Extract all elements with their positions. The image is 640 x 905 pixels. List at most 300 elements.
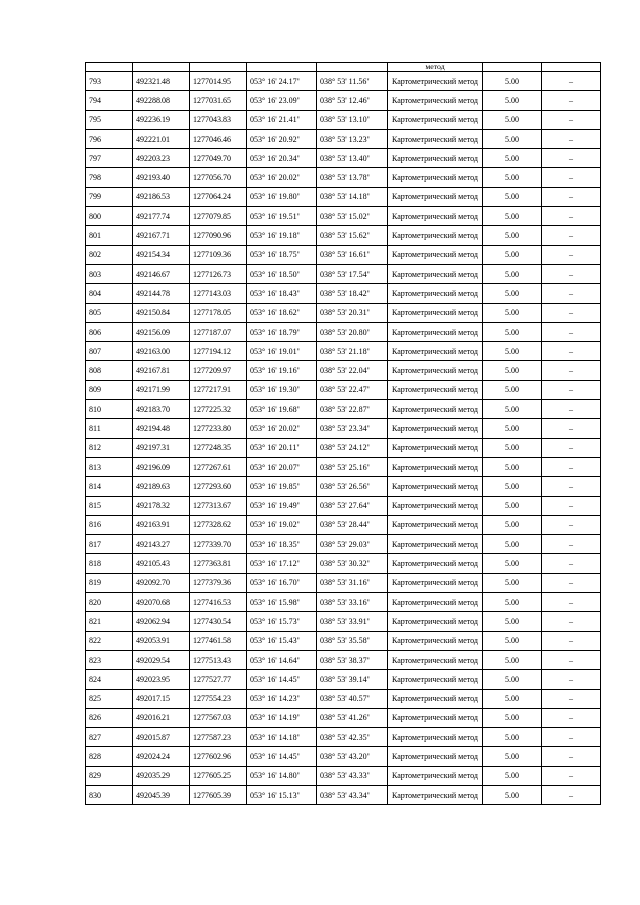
cell-y-coordinate: 1277339.70 (190, 535, 247, 554)
cell-method: Картометрический метод (388, 689, 483, 708)
cell-y-coordinate: 1277187.07 (190, 322, 247, 341)
cell-longitude: 038° 53' 25.16" (317, 457, 388, 476)
cell-point-number: 812 (86, 438, 133, 457)
cell-longitude: 038° 53' 33.91" (317, 612, 388, 631)
cell-empty (542, 63, 601, 72)
cell-accuracy: 5.00 (483, 728, 542, 747)
cell-x-coordinate: 492092.70 (133, 573, 190, 592)
cell-y-coordinate: 1277056.70 (190, 168, 247, 187)
cell-accuracy: 5.00 (483, 708, 542, 727)
cell-description: – (542, 535, 601, 554)
cell-y-coordinate: 1277379.36 (190, 573, 247, 592)
cell-accuracy: 5.00 (483, 650, 542, 669)
cell-longitude: 038° 53' 15.62" (317, 226, 388, 245)
cell-description: – (542, 361, 601, 380)
cell-method: Картометрический метод (388, 380, 483, 399)
cell-method: Картометрический метод (388, 168, 483, 187)
table-row (86, 785, 601, 804)
cell-method: Картометрический метод (388, 187, 483, 206)
cell-method: Картометрический метод (388, 766, 483, 785)
cell-point-number: 803 (86, 264, 133, 283)
cell-point-number: 802 (86, 245, 133, 264)
cell-point-number: 827 (86, 728, 133, 747)
cell-accuracy: 5.00 (483, 496, 542, 515)
cell-accuracy: 5.00 (483, 361, 542, 380)
cell-latitude: 053° 16' 18.35" (247, 535, 317, 554)
table-row (86, 438, 601, 457)
cell-accuracy: 5.00 (483, 631, 542, 650)
cell-accuracy: 5.00 (483, 226, 542, 245)
cell-accuracy: 5.00 (483, 342, 542, 361)
cell-method: Картометрический метод (388, 438, 483, 457)
cell-latitude: 053° 16' 14.45" (247, 670, 317, 689)
cell-accuracy: 5.00 (483, 129, 542, 148)
table-row (86, 149, 601, 168)
cell-latitude: 053° 16' 20.07" (247, 457, 317, 476)
cell-longitude: 038° 53' 40.57" (317, 689, 388, 708)
cell-x-coordinate: 492016.21 (133, 708, 190, 727)
cell-y-coordinate: 1277217.91 (190, 380, 247, 399)
cell-x-coordinate: 492053.91 (133, 631, 190, 650)
cell-x-coordinate: 492321.48 (133, 72, 190, 91)
cell-latitude: 053° 16' 18.50" (247, 264, 317, 283)
cell-point-number: 820 (86, 593, 133, 612)
table-row (86, 226, 601, 245)
table-row (86, 419, 601, 438)
cell-y-coordinate: 1277554.23 (190, 689, 247, 708)
cell-method-continuation (388, 63, 483, 72)
cell-x-coordinate: 492288.08 (133, 91, 190, 110)
cell-y-coordinate: 1277209.97 (190, 361, 247, 380)
cell-x-coordinate: 492150.84 (133, 303, 190, 322)
cell-method: Картометрический метод (388, 554, 483, 573)
cell-x-coordinate: 492146.67 (133, 264, 190, 283)
table-row (86, 264, 601, 283)
cell-latitude: 053° 16' 14.23" (247, 689, 317, 708)
cell-method: Картометрический метод (388, 284, 483, 303)
cell-x-coordinate: 492154.34 (133, 245, 190, 264)
cell-longitude: 038° 53' 31.16" (317, 573, 388, 592)
cell-latitude: 053° 16' 14.18" (247, 728, 317, 747)
cell-y-coordinate: 1277363.81 (190, 554, 247, 573)
cell-method: Картометрический метод (388, 110, 483, 129)
cell-longitude: 038° 53' 43.33" (317, 766, 388, 785)
cell-method: Картометрический метод (388, 361, 483, 380)
cell-latitude: 053° 16' 18.62" (247, 303, 317, 322)
cell-longitude: 038° 53' 22.47" (317, 380, 388, 399)
cell-latitude: 053° 16' 15.98" (247, 593, 317, 612)
cell-description: – (542, 631, 601, 650)
cell-latitude: 053° 16' 24.17" (247, 72, 317, 91)
cell-description: – (542, 477, 601, 496)
cell-point-number: 809 (86, 380, 133, 399)
cell-y-coordinate: 1277178.05 (190, 303, 247, 322)
cell-point-number: 815 (86, 496, 133, 515)
cell-latitude: 053° 16' 18.43" (247, 284, 317, 303)
cell-y-coordinate: 1277233.80 (190, 419, 247, 438)
cell-longitude: 038° 53' 43.34" (317, 785, 388, 804)
cell-point-number: 825 (86, 689, 133, 708)
cell-accuracy: 5.00 (483, 766, 542, 785)
cell-method: Картометрический метод (388, 477, 483, 496)
cell-point-number: 811 (86, 419, 133, 438)
cell-point-number: 810 (86, 400, 133, 419)
cell-description: – (542, 670, 601, 689)
cell-description: – (542, 72, 601, 91)
cell-y-coordinate: 1277527.77 (190, 670, 247, 689)
cell-accuracy: 5.00 (483, 554, 542, 573)
cell-point-number: 798 (86, 168, 133, 187)
cell-latitude: 053° 16' 19.49" (247, 496, 317, 515)
cell-longitude: 038° 53' 17.54" (317, 264, 388, 283)
cell-method: Картометрический метод (388, 342, 483, 361)
cell-latitude: 053° 16' 15.13" (247, 785, 317, 804)
cell-longitude: 038° 53' 23.34" (317, 419, 388, 438)
cell-description: – (542, 457, 601, 476)
cell-longitude: 038° 53' 13.23" (317, 129, 388, 148)
cell-longitude: 038° 53' 21.18" (317, 342, 388, 361)
cell-longitude: 038° 53' 20.80" (317, 322, 388, 341)
cell-method: Картометрический метод (388, 631, 483, 650)
cell-y-coordinate: 1277416.53 (190, 593, 247, 612)
cell-accuracy: 5.00 (483, 593, 542, 612)
cell-point-number: 808 (86, 361, 133, 380)
cell-latitude: 053° 16' 18.75" (247, 245, 317, 264)
cell-accuracy: 5.00 (483, 400, 542, 419)
cell-point-number: 807 (86, 342, 133, 361)
cell-method: Картометрический метод (388, 728, 483, 747)
cell-x-coordinate: 492163.00 (133, 342, 190, 361)
cell-latitude: 053° 16' 16.70" (247, 573, 317, 592)
table-row (86, 457, 601, 476)
cell-point-number: 817 (86, 535, 133, 554)
cell-x-coordinate: 492024.24 (133, 747, 190, 766)
cell-point-number: 814 (86, 477, 133, 496)
cell-x-coordinate: 492167.71 (133, 226, 190, 245)
cell-x-coordinate: 492156.09 (133, 322, 190, 341)
cell-x-coordinate: 492017.15 (133, 689, 190, 708)
cell-description: – (542, 612, 601, 631)
cell-x-coordinate: 492167.81 (133, 361, 190, 380)
cell-point-number: 829 (86, 766, 133, 785)
cell-accuracy: 5.00 (483, 245, 542, 264)
cell-accuracy: 5.00 (483, 515, 542, 534)
cell-description: – (542, 747, 601, 766)
cell-x-coordinate: 492105.43 (133, 554, 190, 573)
cell-method: Картометрический метод (388, 226, 483, 245)
cell-latitude: 053° 16' 19.01" (247, 342, 317, 361)
cell-y-coordinate: 1277079.85 (190, 207, 247, 226)
method-continuation-text: метод (425, 62, 445, 71)
cell-method: Картометрический метод (388, 264, 483, 283)
table-row (86, 380, 601, 399)
table-row (86, 708, 601, 727)
cell-y-coordinate: 1277513.43 (190, 650, 247, 669)
cell-longitude: 038° 53' 27.64" (317, 496, 388, 515)
cell-longitude: 038° 53' 22.87" (317, 400, 388, 419)
cell-empty (317, 63, 388, 72)
cell-accuracy: 5.00 (483, 670, 542, 689)
table-row (86, 207, 601, 226)
cell-y-coordinate: 1277126.73 (190, 264, 247, 283)
cell-y-coordinate: 1277090.96 (190, 226, 247, 245)
cell-description: – (542, 419, 601, 438)
cell-empty (483, 63, 542, 72)
cell-accuracy: 5.00 (483, 457, 542, 476)
cell-method: Картометрический метод (388, 91, 483, 110)
cell-description: – (542, 766, 601, 785)
cell-accuracy: 5.00 (483, 612, 542, 631)
table-row (86, 91, 601, 110)
cell-longitude: 038° 53' 20.31" (317, 303, 388, 322)
cell-longitude: 038° 53' 15.02" (317, 207, 388, 226)
cell-x-coordinate: 492143.27 (133, 535, 190, 554)
cell-accuracy: 5.00 (483, 110, 542, 129)
cell-y-coordinate: 1277267.61 (190, 457, 247, 476)
cell-description: – (542, 573, 601, 592)
cell-latitude: 053° 16' 14.45" (247, 747, 317, 766)
cell-latitude: 053° 16' 20.02" (247, 419, 317, 438)
table-row (86, 728, 601, 747)
cell-x-coordinate: 492189.63 (133, 477, 190, 496)
cell-description: – (542, 303, 601, 322)
cell-y-coordinate: 1277031.65 (190, 91, 247, 110)
cell-accuracy: 5.00 (483, 207, 542, 226)
cell-description: – (542, 226, 601, 245)
cell-description: – (542, 168, 601, 187)
cell-latitude: 053° 16' 19.51" (247, 207, 317, 226)
cell-point-number: 822 (86, 631, 133, 650)
cell-longitude: 038° 53' 43.20" (317, 747, 388, 766)
cell-method: Картометрический метод (388, 650, 483, 669)
cell-x-coordinate: 492029.54 (133, 650, 190, 669)
cell-latitude: 053° 16' 19.16" (247, 361, 317, 380)
cell-description: – (542, 149, 601, 168)
cell-latitude: 053° 16' 19.02" (247, 515, 317, 534)
cell-y-coordinate: 1277248.35 (190, 438, 247, 457)
cell-accuracy: 5.00 (483, 380, 542, 399)
cell-description: – (542, 129, 601, 148)
cell-description: – (542, 728, 601, 747)
table-row (86, 168, 601, 187)
table-row (86, 766, 601, 785)
cell-y-coordinate: 1277143.03 (190, 284, 247, 303)
cell-method: Картометрический метод (388, 245, 483, 264)
cell-point-number: 793 (86, 72, 133, 91)
cell-x-coordinate: 492035.29 (133, 766, 190, 785)
cell-longitude: 038° 53' 13.40" (317, 149, 388, 168)
cell-y-coordinate: 1277043.83 (190, 110, 247, 129)
cell-accuracy: 5.00 (483, 187, 542, 206)
cell-y-coordinate: 1277587.23 (190, 728, 247, 747)
cell-point-number: 819 (86, 573, 133, 592)
cell-x-coordinate: 492196.09 (133, 457, 190, 476)
cell-method: Картометрический метод (388, 515, 483, 534)
cell-x-coordinate: 492177.74 (133, 207, 190, 226)
cell-longitude: 038° 53' 16.61" (317, 245, 388, 264)
cell-empty (247, 63, 317, 72)
cell-latitude: 053° 16' 19.80" (247, 187, 317, 206)
cell-accuracy: 5.00 (483, 264, 542, 283)
cell-description: – (542, 650, 601, 669)
cell-y-coordinate: 1277046.46 (190, 129, 247, 148)
cell-longitude: 038° 53' 42.35" (317, 728, 388, 747)
cell-accuracy: 5.00 (483, 419, 542, 438)
cell-x-coordinate: 492062.94 (133, 612, 190, 631)
cell-accuracy: 5.00 (483, 149, 542, 168)
cell-accuracy: 5.00 (483, 785, 542, 804)
cell-x-coordinate: 492144.78 (133, 284, 190, 303)
cell-point-number: 796 (86, 129, 133, 148)
cell-description: – (542, 245, 601, 264)
cell-x-coordinate: 492163.91 (133, 515, 190, 534)
cell-accuracy: 5.00 (483, 477, 542, 496)
cell-y-coordinate: 1277430.54 (190, 612, 247, 631)
table-row (86, 747, 601, 766)
cell-y-coordinate: 1277109.36 (190, 245, 247, 264)
cell-description: – (542, 207, 601, 226)
cell-longitude: 038° 53' 39.14" (317, 670, 388, 689)
cell-y-coordinate: 1277049.70 (190, 149, 247, 168)
cell-longitude: 038° 53' 41.26" (317, 708, 388, 727)
cell-latitude: 053° 16' 20.34" (247, 149, 317, 168)
table-row (86, 573, 601, 592)
cell-empty (86, 63, 133, 72)
cell-accuracy: 5.00 (483, 747, 542, 766)
cell-description: – (542, 342, 601, 361)
cell-longitude: 038° 53' 22.04" (317, 361, 388, 380)
cell-accuracy: 5.00 (483, 573, 542, 592)
cell-point-number: 801 (86, 226, 133, 245)
cell-x-coordinate: 492186.53 (133, 187, 190, 206)
table-body (86, 63, 601, 805)
table-row (86, 477, 601, 496)
cell-point-number: 823 (86, 650, 133, 669)
table-row (86, 342, 601, 361)
cell-method: Картометрический метод (388, 747, 483, 766)
cell-method: Картометрический метод (388, 129, 483, 148)
cell-longitude: 038° 53' 33.16" (317, 593, 388, 612)
cell-method: Картометрический метод (388, 593, 483, 612)
cell-y-coordinate: 1277605.25 (190, 766, 247, 785)
cell-longitude: 038° 53' 29.03" (317, 535, 388, 554)
table-row (86, 593, 601, 612)
cell-point-number: 795 (86, 110, 133, 129)
cell-point-number: 828 (86, 747, 133, 766)
cell-x-coordinate: 492023.95 (133, 670, 190, 689)
table-row (86, 284, 601, 303)
cell-description: – (542, 554, 601, 573)
cell-accuracy: 5.00 (483, 438, 542, 457)
cell-point-number: 824 (86, 670, 133, 689)
table-row (86, 515, 601, 534)
cell-point-number: 813 (86, 457, 133, 476)
cell-x-coordinate: 492236.19 (133, 110, 190, 129)
cell-longitude: 038° 53' 38.37" (317, 650, 388, 669)
cell-latitude: 053° 16' 18.79" (247, 322, 317, 341)
cell-method: Картометрический метод (388, 322, 483, 341)
table-row (86, 670, 601, 689)
cell-empty (190, 63, 247, 72)
cell-method: Картометрический метод (388, 573, 483, 592)
cell-accuracy: 5.00 (483, 91, 542, 110)
cell-point-number: 816 (86, 515, 133, 534)
cell-y-coordinate: 1277567.03 (190, 708, 247, 727)
cell-y-coordinate: 1277293.60 (190, 477, 247, 496)
table-row (86, 612, 601, 631)
cell-x-coordinate: 492171.99 (133, 380, 190, 399)
cell-y-coordinate: 1277461.58 (190, 631, 247, 650)
cell-y-coordinate: 1277014.95 (190, 72, 247, 91)
cell-point-number: 818 (86, 554, 133, 573)
cell-x-coordinate: 492015.87 (133, 728, 190, 747)
cell-longitude: 038° 53' 18.42" (317, 284, 388, 303)
cell-latitude: 053° 16' 15.43" (247, 631, 317, 650)
cell-x-coordinate: 492221.01 (133, 129, 190, 148)
cell-x-coordinate: 492178.32 (133, 496, 190, 515)
continuation-row (86, 63, 601, 72)
cell-description: – (542, 689, 601, 708)
cell-method: Картометрический метод (388, 670, 483, 689)
cell-latitude: 053° 16' 21.41" (247, 110, 317, 129)
cell-longitude: 038° 53' 24.12" (317, 438, 388, 457)
cell-y-coordinate: 1277602.96 (190, 747, 247, 766)
cell-x-coordinate: 492194.48 (133, 419, 190, 438)
cell-accuracy: 5.00 (483, 303, 542, 322)
table-row (86, 496, 601, 515)
cell-method: Картометрический метод (388, 535, 483, 554)
cell-x-coordinate: 492197.31 (133, 438, 190, 457)
cell-latitude: 053° 16' 20.92" (247, 129, 317, 148)
cell-description: – (542, 400, 601, 419)
table-row (86, 129, 601, 148)
cell-longitude: 038° 53' 28.44" (317, 515, 388, 534)
cell-latitude: 053° 16' 19.68" (247, 400, 317, 419)
cell-accuracy: 5.00 (483, 689, 542, 708)
cell-point-number: 794 (86, 91, 133, 110)
table-row (86, 187, 601, 206)
cell-y-coordinate: 1277225.32 (190, 400, 247, 419)
cell-description: – (542, 284, 601, 303)
table-row (86, 535, 601, 554)
cell-latitude: 053° 16' 23.09" (247, 91, 317, 110)
table-row (86, 245, 601, 264)
cell-method: Картометрический метод (388, 785, 483, 804)
cell-latitude: 053° 16' 14.80" (247, 766, 317, 785)
cell-method: Картометрический метод (388, 149, 483, 168)
cell-longitude: 038° 53' 13.78" (317, 168, 388, 187)
cell-accuracy: 5.00 (483, 168, 542, 187)
cell-point-number: 826 (86, 708, 133, 727)
cell-description: – (542, 496, 601, 515)
cell-longitude: 038° 53' 11.56" (317, 72, 388, 91)
cell-method: Картометрический метод (388, 457, 483, 476)
cell-method: Картометрический метод (388, 400, 483, 419)
cell-latitude: 053° 16' 17.12" (247, 554, 317, 573)
cell-longitude: 038° 53' 35.58" (317, 631, 388, 650)
cell-point-number: 805 (86, 303, 133, 322)
cell-longitude: 038° 53' 30.32" (317, 554, 388, 573)
cell-longitude: 038° 53' 12.46" (317, 91, 388, 110)
cell-y-coordinate: 1277605.39 (190, 785, 247, 804)
cell-method: Картометрический метод (388, 207, 483, 226)
cell-y-coordinate: 1277194.12 (190, 342, 247, 361)
cell-latitude: 053° 16' 14.19" (247, 708, 317, 727)
table-row (86, 361, 601, 380)
cell-point-number: 800 (86, 207, 133, 226)
cell-description: – (542, 438, 601, 457)
cell-latitude: 053° 16' 19.18" (247, 226, 317, 245)
